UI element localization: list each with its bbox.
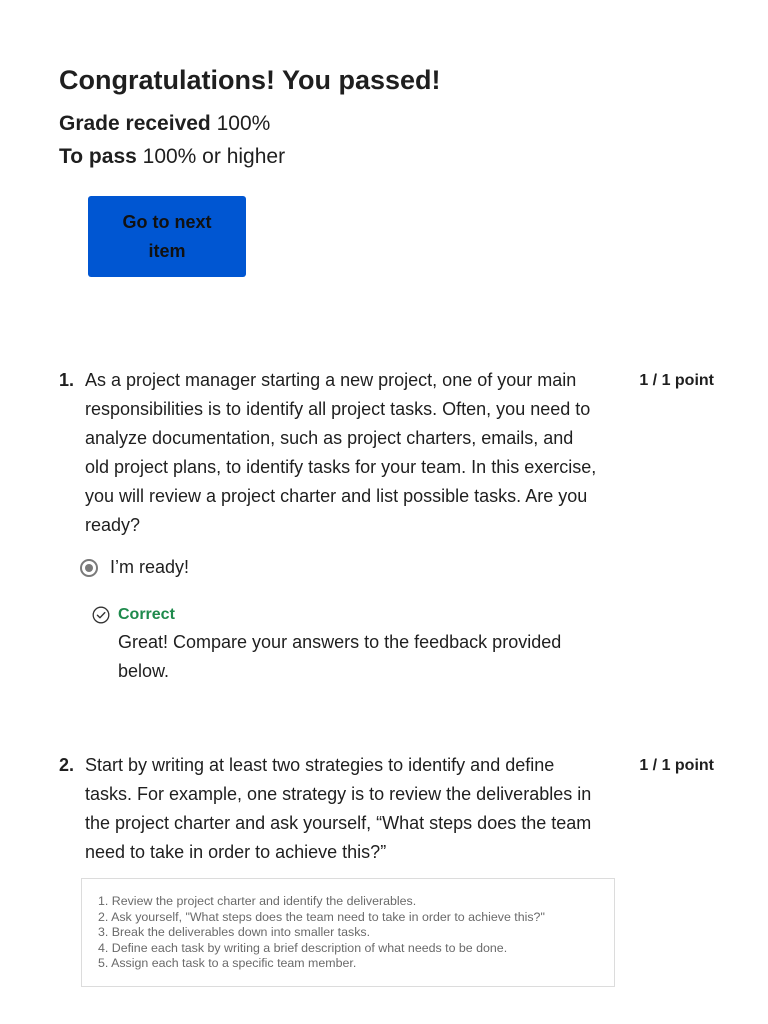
submitted-answer-box [81, 878, 615, 987]
radio-dot [85, 564, 93, 572]
answer-line: 2. Ask yourself, "What steps does the team need to take in order to achieve this?" [98, 909, 545, 924]
feedback-status: Correct [118, 606, 175, 623]
answer-line: 4. Define each task by writing a brief description of what needs to be done. [98, 940, 508, 955]
answer-option-label: I’m ready! [110, 557, 190, 577]
grade-received [59, 107, 441, 140]
check-circle-icon [92, 606, 110, 624]
answer-line: 3. Break the deliverables down into smaller tasks. [98, 925, 371, 940]
answer-option-im-ready[interactable] [80, 553, 189, 582]
question-1 [59, 366, 719, 696]
question-number: 2. [59, 755, 75, 775]
question-number: 1. [59, 370, 75, 390]
question-2 [59, 751, 719, 991]
question-points: 1 / 1 point [639, 757, 714, 774]
results-header [59, 62, 441, 173]
grade-received-value: 100% [216, 112, 271, 135]
radio-selected-icon[interactable] [80, 559, 98, 577]
grade-received-label: Grade received [59, 112, 211, 135]
pass-requirement-label: To pass [59, 145, 137, 168]
page-title: Congratulations! You passed! [59, 65, 441, 95]
question-points: 1 / 1 point [639, 372, 714, 389]
question-text: As a project manager starting a new project, one of your main responsibilities is to identify all project tasks. Often, you need to analyze documentation, such as project charters, emails, and old project plans, to identify tasks for your team. In this exercise, you will review a project charter and list possible tasks. Are you ready? [85, 370, 597, 535]
pass-requirement [59, 140, 441, 173]
feedback-text: Great! Compare your answers to the feedback provided below. [118, 632, 562, 681]
answer-line: 5. Assign each task to a specific team member. [98, 956, 357, 971]
pass-requirement-value: 100% or higher [142, 145, 286, 168]
question-text: Start by writing at least two strategies to identify and define tasks. For example, one strategy is to review the deliverables in the project charter and ask yourself, “What steps does the team need to take in order to achieve this?” [85, 755, 592, 862]
go-to-next-item-button[interactable]: Go to next item [88, 196, 246, 277]
answer-line: 1. Review the project charter and identify the deliverables. [98, 894, 417, 908]
